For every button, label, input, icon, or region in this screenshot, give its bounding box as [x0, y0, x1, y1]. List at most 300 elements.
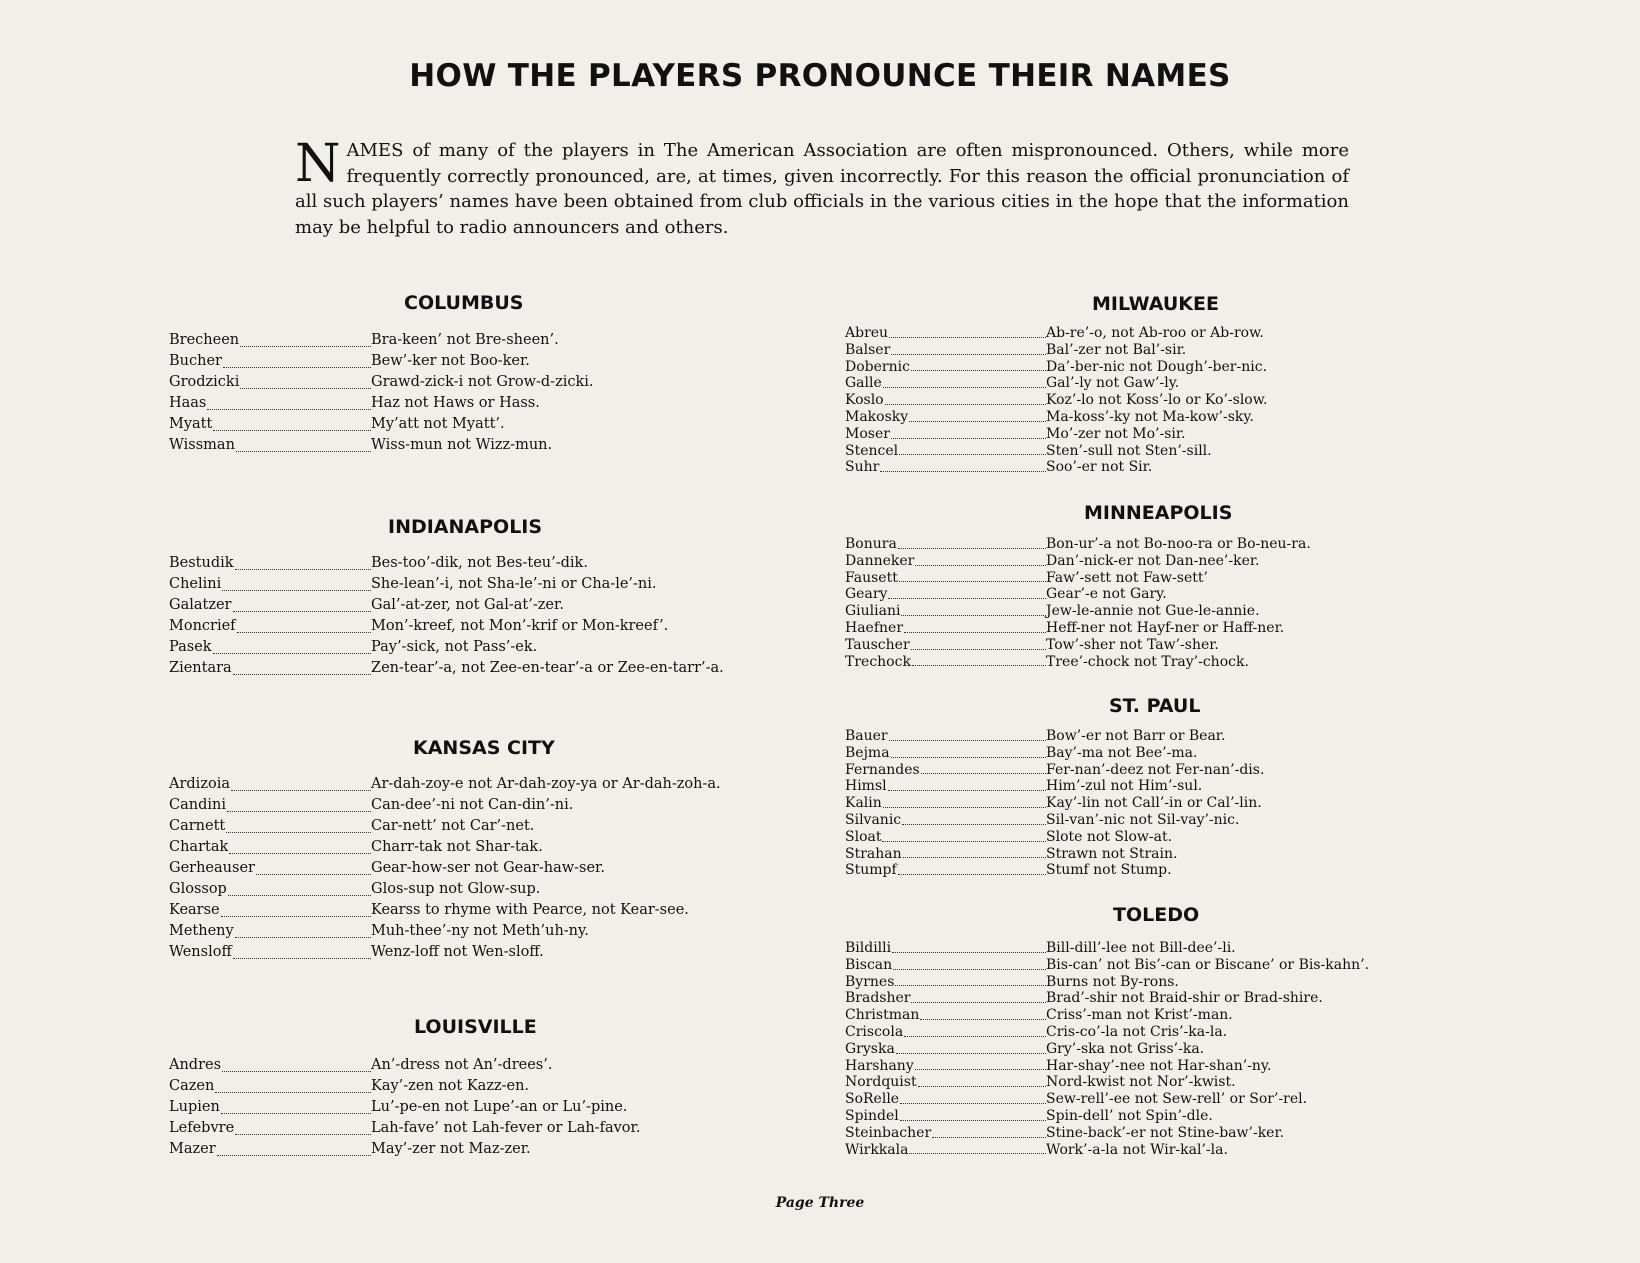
- dot-leader: [903, 857, 1046, 858]
- player-name: Balser: [845, 341, 891, 358]
- player-list: [845, 536, 1311, 670]
- pronunciation: Gry’-ska not Griss’-ka.: [1046, 1040, 1205, 1057]
- player-name-cell: [845, 795, 1046, 812]
- list-item: [169, 330, 594, 351]
- dot-leader: [883, 807, 1046, 808]
- pronunciation: Ar-dah-zoy-e not Ar-dah-zoy-ya or Ar-dah-zoh-a.: [371, 776, 721, 792]
- list-item: [169, 658, 724, 679]
- pronunciation: Can-dee’-ni not Can-din’-ni.: [371, 797, 574, 813]
- pronunciation: Bew’-ker not Boo-ker.: [371, 353, 530, 369]
- list-item: [845, 862, 1264, 879]
- player-name: Mazer: [169, 1141, 216, 1157]
- player-name: Ardizoia: [169, 776, 230, 792]
- dot-leader: [900, 1120, 1046, 1121]
- dot-leader: [904, 1036, 1046, 1037]
- pronunciation: Bon-ur’-a not Bo-noo-ra or Bo-neu-ra.: [1046, 536, 1311, 552]
- list-item: [845, 795, 1264, 812]
- pronunciation: Da’-ber-nic not Dough’-ber-nic.: [1046, 358, 1268, 375]
- dot-leader: [920, 1019, 1046, 1020]
- player-name: Andres: [169, 1057, 222, 1073]
- dot-leader: [901, 615, 1046, 616]
- player-name: Tauscher: [845, 636, 910, 653]
- player-name-cell: [845, 536, 1046, 553]
- player-list: [169, 774, 721, 963]
- player-name: Candini: [169, 797, 226, 813]
- player-name: Chartak: [169, 839, 229, 855]
- player-name-cell: [845, 1024, 1046, 1041]
- dot-leader: [909, 1153, 1046, 1154]
- player-name-cell: [845, 1058, 1046, 1075]
- list-item: [169, 795, 721, 816]
- player-name: Spindel: [845, 1107, 899, 1124]
- player-name-cell: [169, 372, 371, 393]
- pronunciation: Jew-le-annie not Gue-le-annie.: [1046, 603, 1260, 620]
- pronunciation: Stine-back’-er not Stine-baw’-ker.: [1046, 1124, 1285, 1141]
- player-name: Silvanic: [845, 811, 902, 828]
- list-item: [169, 816, 721, 837]
- pronunciation: Dan’-nick-er not Dan-nee’-ker.: [1046, 552, 1260, 569]
- pronunciation: Grawd-zick-i not Grow-d-zicki.: [371, 374, 594, 390]
- intro-paragraph: [295, 134, 1349, 240]
- dot-leader: [891, 354, 1046, 355]
- list-item: [169, 595, 724, 616]
- player-name-cell: [845, 553, 1046, 570]
- player-name-cell: [169, 858, 371, 879]
- dot-leader: [231, 790, 371, 791]
- player-name-cell: [169, 837, 371, 858]
- player-name-cell: [845, 862, 1046, 879]
- dot-leader: [227, 811, 371, 812]
- list-item: [845, 536, 1311, 553]
- dot-leader: [221, 916, 371, 917]
- pronunciation: Sew-rell’-ee not Sew-rell’ or Sor’-rel.: [1046, 1091, 1308, 1108]
- player-name: Makosky: [845, 408, 909, 425]
- player-name-cell: [169, 435, 371, 456]
- list-item: [845, 620, 1311, 637]
- intro-text: AMES of many of the players in The American Association are often mispronounced. Others, while more frequently correctly pronounced, are, at times, given incorrectly. For this reason the official pronunciation of all such players’ names have been obtained from club officials in the various cities in the hope that the information may be helpful to radio announcers and others.: [295, 140, 1349, 238]
- pronunciation: Work’-a-la not Wir-kal’-la.: [1046, 1141, 1228, 1158]
- pronunciation: Stumf not Stump.: [1046, 862, 1172, 879]
- player-name: Lefebvre: [169, 1120, 235, 1136]
- list-item: [845, 1074, 1369, 1091]
- dot-leader: [892, 952, 1046, 953]
- dot-leader: [207, 409, 371, 410]
- pronunciation: Kay’-zen not Kazz-en.: [371, 1078, 530, 1094]
- dot-leader: [217, 1155, 371, 1156]
- pronunciation: Criss’-man not Krist’-man.: [1046, 1007, 1233, 1024]
- player-name: Stumpf: [845, 862, 897, 879]
- list-item: [845, 1142, 1369, 1159]
- dot-leader: [233, 958, 371, 959]
- pronunciation: Glos-sup not Glow-sup.: [371, 881, 541, 897]
- player-name: Abreu: [845, 325, 889, 341]
- player-name-cell: [845, 778, 1046, 795]
- pronunciation: Spin-dell’ not Spin’-dle.: [1046, 1107, 1213, 1124]
- dot-leader: [215, 1092, 371, 1093]
- player-name-cell: [845, 1074, 1046, 1091]
- player-name: Zientara: [169, 660, 232, 676]
- list-item: [169, 616, 724, 637]
- player-name-cell: [845, 990, 1046, 1007]
- player-list: [169, 553, 724, 679]
- list-item: [845, 812, 1264, 829]
- section-heading: KANSAS CITY: [413, 737, 555, 759]
- player-name-cell: [845, 603, 1046, 620]
- player-name-cell: [845, 409, 1046, 426]
- list-item: [845, 637, 1311, 654]
- dot-leader: [900, 1103, 1046, 1104]
- dot-leader: [233, 674, 371, 675]
- list-item: [169, 372, 594, 393]
- player-name-cell: [169, 942, 371, 963]
- section-heading: INDIANAPOLIS: [388, 516, 543, 538]
- dot-leader: [221, 1113, 371, 1114]
- list-item: [845, 1058, 1369, 1075]
- pronunciation: Bis-can’ not Bis’-can or Biscane’ or Bis-kahn’.: [1046, 956, 1370, 973]
- dot-leader: [256, 874, 371, 875]
- player-name-cell: [169, 330, 371, 351]
- dot-leader: [915, 1069, 1046, 1070]
- player-name: Bejma: [845, 744, 890, 761]
- player-name-cell: [845, 762, 1046, 779]
- section-heading: MINNEAPOLIS: [1084, 502, 1233, 524]
- pronunciation: Muh-thee’-ny not Meth’uh-ny.: [371, 923, 589, 939]
- pronunciation: Soo’-er not Sir.: [1046, 459, 1153, 476]
- player-name-cell: [169, 900, 371, 921]
- list-item: [169, 414, 594, 435]
- list-item: [845, 459, 1268, 476]
- list-item: [845, 553, 1311, 570]
- list-item: [169, 774, 721, 795]
- pronunciation: Bal’-zer not Bal’-sir.: [1046, 341, 1187, 358]
- player-name-cell: [169, 879, 371, 900]
- player-name: Galle: [845, 375, 882, 392]
- list-item: [845, 426, 1268, 443]
- pronunciation: Nord-kwist not Nor’-kwist.: [1046, 1074, 1236, 1091]
- player-name: Carnett: [169, 818, 226, 834]
- dot-leader: [882, 841, 1046, 842]
- player-name: Bucher: [169, 353, 222, 369]
- pronunciation: Brad’-shir not Braid-shir or Brad-shire.: [1046, 990, 1323, 1007]
- player-name-cell: [845, 620, 1046, 637]
- player-name-cell: [845, 1108, 1046, 1125]
- dot-leader: [226, 832, 371, 833]
- list-item: [845, 325, 1268, 342]
- dot-leader: [911, 1002, 1046, 1003]
- list-item: [845, 409, 1268, 426]
- pronunciation: Slote not Slow-at.: [1046, 828, 1173, 845]
- dot-leader: [893, 969, 1046, 970]
- player-name: Haas: [169, 395, 207, 411]
- player-list: [169, 1055, 640, 1160]
- player-name: Moncrief: [169, 618, 236, 634]
- dot-leader: [899, 454, 1046, 455]
- pronunciation: Har-shay’-nee not Har-shan’-ny.: [1046, 1057, 1272, 1074]
- player-name-cell: [845, 846, 1046, 863]
- player-name-cell: [169, 595, 371, 616]
- dot-leader: [912, 665, 1046, 666]
- player-name: Criscola: [845, 1023, 904, 1040]
- pronunciation: Burns not By-rons.: [1046, 973, 1179, 990]
- list-item: [845, 829, 1264, 846]
- player-name: Haefner: [845, 619, 904, 636]
- player-name-cell: [845, 1041, 1046, 1058]
- player-name: Galatzer: [169, 597, 232, 613]
- dot-leader: [898, 548, 1046, 549]
- drop-cap: N: [295, 134, 341, 194]
- list-item: [845, 1024, 1369, 1041]
- list-item: [845, 957, 1369, 974]
- section-heading: LOUISVILLE: [414, 1016, 537, 1038]
- player-name-cell: [169, 553, 371, 574]
- player-name: Cazen: [169, 1078, 215, 1094]
- dot-leader: [896, 1053, 1046, 1054]
- pronunciation: Strawn not Strain.: [1046, 845, 1178, 862]
- player-name: Kearse: [169, 902, 220, 918]
- page-title: HOW THE PLAYERS PRONOUNCE THEIR NAMES: [409, 58, 1231, 94]
- pronunciation: Bay’-ma not Bee’-ma.: [1046, 744, 1198, 761]
- pronunciation: Gal’-at-zer, not Gal-at’-zer.: [371, 597, 564, 613]
- pronunciation: Bra-keen’ not Bre-sheen’.: [371, 332, 559, 348]
- player-name-cell: [845, 940, 1046, 957]
- player-name: Chelini: [169, 576, 222, 592]
- player-name-cell: [169, 393, 371, 414]
- player-name: Fernandes: [845, 761, 920, 778]
- dot-leader: [228, 895, 371, 896]
- dot-leader: [891, 757, 1046, 758]
- page-number: Page Three: [775, 1195, 865, 1211]
- dot-leader: [895, 985, 1046, 986]
- player-name-cell: [845, 392, 1046, 409]
- player-name-cell: [169, 1139, 371, 1160]
- dot-leader: [915, 565, 1046, 566]
- player-name-cell: [845, 359, 1046, 376]
- player-name-cell: [169, 774, 371, 795]
- player-name-cell: [845, 957, 1046, 974]
- list-item: [845, 940, 1369, 957]
- list-item: [169, 837, 721, 858]
- player-name-cell: [169, 1055, 371, 1076]
- player-name-cell: [845, 459, 1046, 476]
- player-name: Christman: [845, 1007, 920, 1024]
- pronunciation: Sil-van’-nic not Sil-vay’-nic.: [1046, 811, 1240, 828]
- player-name: Wensloff: [169, 944, 232, 960]
- player-name: Kalin: [845, 795, 882, 812]
- pronunciation: Gal’-ly not Gaw’-ly.: [1046, 375, 1180, 392]
- dot-leader: [899, 581, 1046, 582]
- list-item: [845, 745, 1264, 762]
- player-name: Glossop: [169, 881, 227, 897]
- dot-leader: [237, 632, 371, 633]
- dot-leader: [891, 438, 1046, 439]
- list-item: [169, 574, 724, 595]
- pronunciation: Charr-tak not Shar-tak.: [371, 839, 543, 855]
- player-name: Bradsher: [845, 990, 911, 1007]
- dot-leader: [889, 337, 1046, 338]
- list-item: [845, 359, 1268, 376]
- player-name-cell: [845, 325, 1046, 342]
- list-item: [169, 942, 721, 963]
- pronunciation: Tow’-sher not Taw’-sher.: [1046, 636, 1219, 653]
- player-name-cell: [169, 351, 371, 372]
- pronunciation: Heff-ner not Hayf-ner or Haff-ner.: [1046, 619, 1285, 636]
- player-name: Fausett: [845, 569, 898, 586]
- dot-leader: [240, 388, 371, 389]
- list-item: [169, 900, 721, 921]
- list-item: [845, 1091, 1369, 1108]
- player-name-cell: [845, 1125, 1046, 1142]
- list-item: [169, 393, 594, 414]
- pronunciation: Kay’-lin not Call’-in or Cal’-lin.: [1046, 795, 1262, 812]
- player-list: [169, 330, 594, 456]
- player-name-cell: [845, 654, 1046, 671]
- player-name-cell: [845, 812, 1046, 829]
- list-item: [845, 990, 1369, 1007]
- dot-leader: [223, 367, 371, 368]
- dot-leader: [888, 790, 1046, 791]
- player-name-cell: [845, 637, 1046, 654]
- player-name: Steinbacher: [845, 1124, 932, 1141]
- player-name: Gryska: [845, 1040, 895, 1057]
- player-name: Biscan: [845, 956, 893, 973]
- list-item: [169, 921, 721, 942]
- pronunciation: Ab-re’-o, not Ab-roo or Ab-row.: [1046, 325, 1264, 341]
- player-list: [845, 940, 1369, 1158]
- list-item: [845, 974, 1369, 991]
- player-name: Suhr: [845, 459, 880, 476]
- player-name: Byrnes: [845, 973, 895, 990]
- dot-leader: [240, 346, 371, 347]
- player-name-cell: [845, 728, 1046, 745]
- pronunciation: Mo’-zer not Mo’-sir.: [1046, 425, 1186, 442]
- pronunciation: She-lean’-i, not Sha-le’-ni or Cha-le’-ni.: [371, 576, 657, 592]
- player-name: Myatt: [169, 416, 213, 432]
- section-heading: ST. PAUL: [1109, 695, 1201, 717]
- list-item: [845, 728, 1264, 745]
- section-heading: MILWAUKEE: [1092, 293, 1219, 315]
- player-name: Nordquist: [845, 1074, 917, 1091]
- list-item: [169, 879, 721, 900]
- player-name-cell: [169, 816, 371, 837]
- pronunciation: Bill-dill’-lee not Bill-dee’-li.: [1046, 940, 1236, 956]
- player-name: Grodzicki: [169, 374, 240, 390]
- list-item: [169, 1076, 640, 1097]
- pronunciation: Zen-tear’-a, not Zee-en-tear’-a or Zee-en-tarr’-a.: [371, 660, 724, 676]
- pronunciation: Wiss-mun not Wizz-mun.: [371, 437, 553, 453]
- player-name-cell: [169, 795, 371, 816]
- player-name-cell: [845, 426, 1046, 443]
- player-name-cell: [169, 414, 371, 435]
- player-name-cell: [845, 375, 1046, 392]
- player-name-cell: [169, 637, 371, 658]
- list-item: [169, 1139, 640, 1160]
- list-item: [845, 1007, 1369, 1024]
- pronunciation: Car-nett’ not Car’-net.: [371, 818, 535, 834]
- player-name-cell: [169, 921, 371, 942]
- dot-leader: [902, 824, 1046, 825]
- section-heading: COLUMBUS: [404, 292, 524, 314]
- player-name-cell: [845, 1142, 1046, 1159]
- pronunciation: Faw’-sett not Faw-sett’: [1046, 569, 1208, 586]
- player-name: Pasek: [169, 639, 212, 655]
- player-name: Bauer: [845, 728, 888, 744]
- player-name: Dobernic: [845, 358, 910, 375]
- player-name-cell: [845, 570, 1046, 587]
- list-item: [845, 570, 1311, 587]
- list-item: [845, 603, 1311, 620]
- list-item: [845, 1041, 1369, 1058]
- dot-leader: [235, 937, 371, 938]
- pronunciation: Wenz-loff not Wen-sloff.: [371, 944, 544, 960]
- player-name-cell: [845, 342, 1046, 359]
- dot-leader: [885, 404, 1046, 405]
- player-name-cell: [845, 1091, 1046, 1108]
- pronunciation: Mon’-kreef, not Mon’-krif or Mon-kreef’.: [371, 618, 669, 634]
- dot-leader: [904, 632, 1046, 633]
- list-item: [845, 443, 1268, 460]
- pronunciation: Lu’-pe-en not Lupe’-an or Lu’-pine.: [371, 1099, 628, 1115]
- dot-leader: [921, 773, 1046, 774]
- player-name-cell: [845, 1007, 1046, 1024]
- pronunciation: Fer-nan’-deez not Fer-nan’-dis.: [1046, 761, 1265, 778]
- player-name: Wissman: [169, 437, 235, 453]
- player-name-cell: [169, 658, 371, 679]
- list-item: [169, 553, 724, 574]
- player-name: Harshany: [845, 1057, 914, 1074]
- dot-leader: [918, 1086, 1046, 1087]
- pronunciation: Gear-how-ser not Gear-haw-ser.: [371, 860, 605, 876]
- dot-leader: [911, 370, 1046, 371]
- dot-leader: [898, 874, 1046, 875]
- player-name: Bonura: [845, 536, 897, 552]
- player-name: Gerheauser: [169, 860, 255, 876]
- dot-leader: [229, 853, 371, 854]
- player-name: Stencel: [845, 442, 899, 459]
- list-item: [169, 1118, 640, 1139]
- player-name-cell: [169, 616, 371, 637]
- list-item: [845, 375, 1268, 392]
- player-list: [845, 325, 1268, 476]
- list-item: [845, 586, 1311, 603]
- pronunciation: Pay’-sick, not Pass’-ek.: [371, 639, 538, 655]
- pronunciation: Koz’-lo not Koss’-lo or Ko’-slow.: [1046, 392, 1268, 409]
- player-name: Bestudik: [169, 555, 234, 571]
- player-name-cell: [845, 586, 1046, 603]
- pronunciation: Ma-koss’-ky not Ma-kow’-sky.: [1046, 408, 1254, 425]
- dot-leader: [235, 1134, 371, 1135]
- player-name: Lupien: [169, 1099, 220, 1115]
- player-name: SoRelle: [845, 1091, 900, 1108]
- player-name: Strahan: [845, 845, 902, 862]
- pronunciation: An’-dress not An’-drees’.: [371, 1057, 553, 1073]
- player-name-cell: [845, 974, 1046, 991]
- list-item: [845, 654, 1311, 671]
- dot-leader: [233, 611, 372, 612]
- pronunciation: Cris-co’-la not Cris’-ka-la.: [1046, 1023, 1228, 1040]
- player-name: Brecheen: [169, 332, 240, 348]
- player-name-cell: [169, 1097, 371, 1118]
- dot-leader: [222, 1071, 371, 1072]
- player-name: Giuliani: [845, 603, 901, 620]
- list-item: [845, 342, 1268, 359]
- dot-leader: [883, 387, 1046, 388]
- list-item: [169, 1097, 640, 1118]
- list-item: [845, 1125, 1369, 1142]
- list-item: [169, 351, 594, 372]
- player-name: Moser: [845, 425, 890, 442]
- dot-leader: [213, 653, 371, 654]
- pronunciation: Bow’-er not Barr or Bear.: [1046, 728, 1226, 744]
